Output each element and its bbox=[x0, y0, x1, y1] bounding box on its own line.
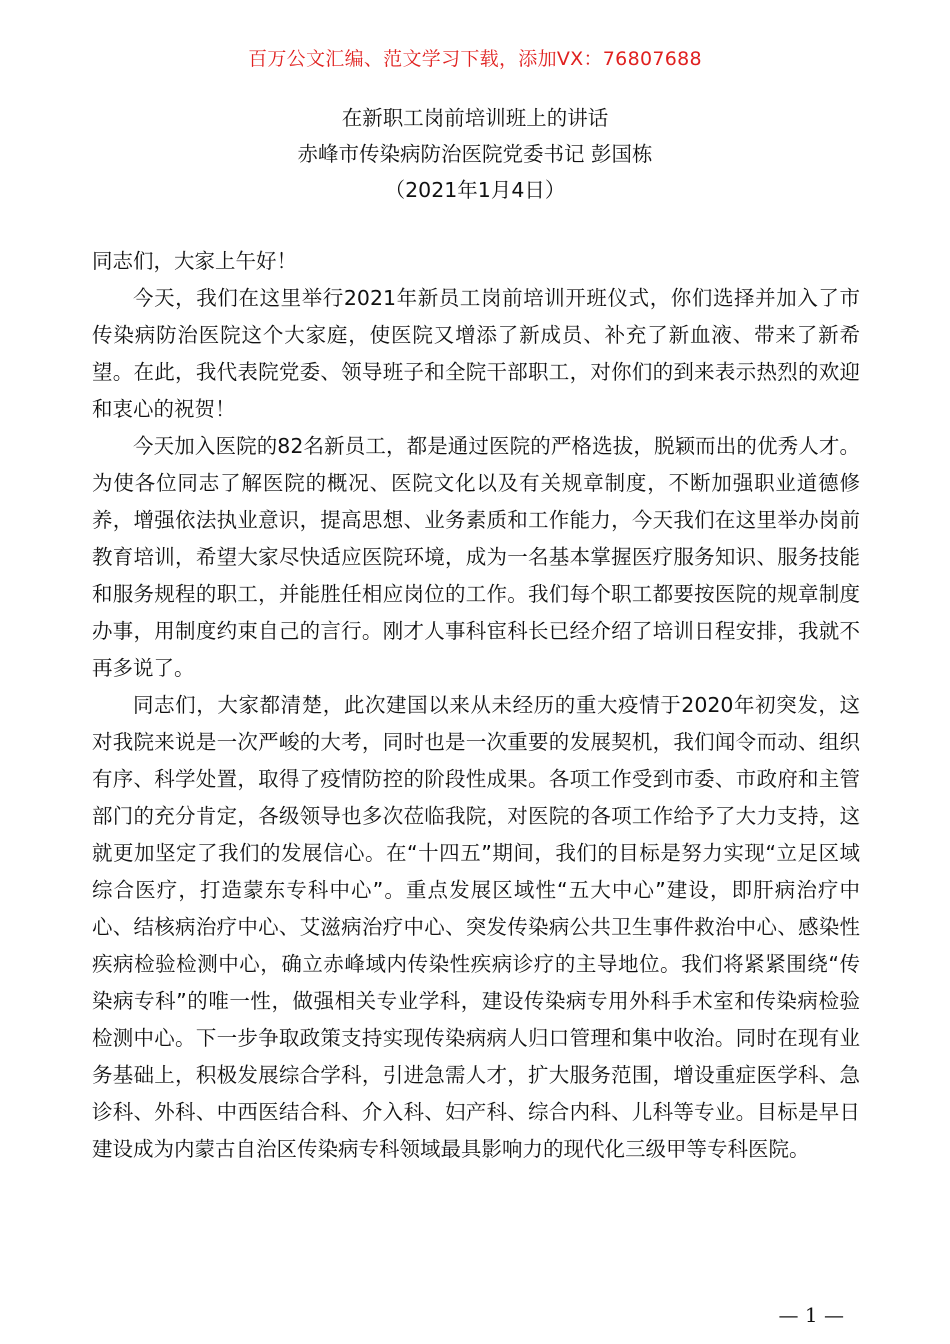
page-number: — 1 — bbox=[778, 1303, 844, 1327]
greeting: 同志们，大家上午好！ bbox=[92, 249, 297, 273]
paragraph-1: 今天，我们在这里举行2021年新员工岗前培训开班仪式，你们选择并加入了市传染病防治医院这个大家庭，使医院又增添了新成员、补充了新血液、带来了新希望。在此，我代表院党委、领导班子和全院干部职工，对你们的到来表示热烈的欢迎和衷心的祝贺！ bbox=[92, 286, 860, 421]
speech-body bbox=[92, 243, 860, 1168]
paragraph-3: 同志们，大家都清楚，此次建国以来从未经历的重大疫情于2020年初突发，这对我院来说是一次严峻的大考，同时也是一次重要的发展契机，我们闻令而动、组织有序、科学处置，取得了疫情防控的阶段性成果。各项工作受到市委、市政府和主管部门的充分肯定，各级领导也多次莅临我院，对医院的各项工作给予了大力支持，这就更加坚定了我们的发展信心。在“十四五”期间，我们的目标是努力实现“立足区域综合医疗，打造蒙东专科中心”。重点发展区域性“五大中心”建设，即肝病治疗中心、结核病治疗中心、艾滋病治疗中心、突发传染病公共卫生事件救治中心、感染性疾病检验检测中心，确立赤峰域内传染性疾病诊疗的主导地位。我们将紧紧围绕“传染病专科”的唯一性，做强相关专业学科，建设传染病专用外科手术室和传染病检验检测中心。下一步争取政策支持实现传染病病人归口管理和集中收治。同时在现有业务基础上，积极发展综合学科，引进急需人才，扩大服务范围，增设重症医学科、急诊科、外科、中西医结合科、介入科、妇产科、综合内科、儿科等专业。目标是早日建设成为内蒙古自治区传染病专科领域最具影响力的现代化三级甲等专科医院。 bbox=[92, 693, 860, 1161]
speaker-line: 赤峰市传染病防治医院党委书记 彭国栋 bbox=[297, 142, 653, 166]
speech-title: 在新职工岗前培训班上的讲话 bbox=[341, 106, 609, 130]
paragraph-2: 今天加入医院的82名新员工，都是通过医院的严格选拔，脱颖而出的优秀人才。为使各位同志了解医院的概况、医院文化以及有关规章制度，不断加强职业道德修养，增强依法执业意识，提高思想、业务素质和工作能力，今天我们在这里举办岗前教育培训，希望大家尽快适应医院环境，成为一名基本掌握医疗服务知识、服务技能和服务规程的职工，并能胜任相应岗位的工作。我们每个职工都要按医院的规章制度办事，用制度约束自己的言行。刚才人事科宦科长已经介绍了培训日程安排，我就不再多说了。 bbox=[92, 434, 860, 680]
page-number-footer bbox=[0, 1300, 950, 1330]
watermark-banner: 百万公文汇编、范文学习下载，添加VX：76807688 bbox=[248, 48, 702, 70]
speech-date: （2021年1月4日） bbox=[384, 178, 566, 202]
speech-header bbox=[0, 100, 950, 208]
